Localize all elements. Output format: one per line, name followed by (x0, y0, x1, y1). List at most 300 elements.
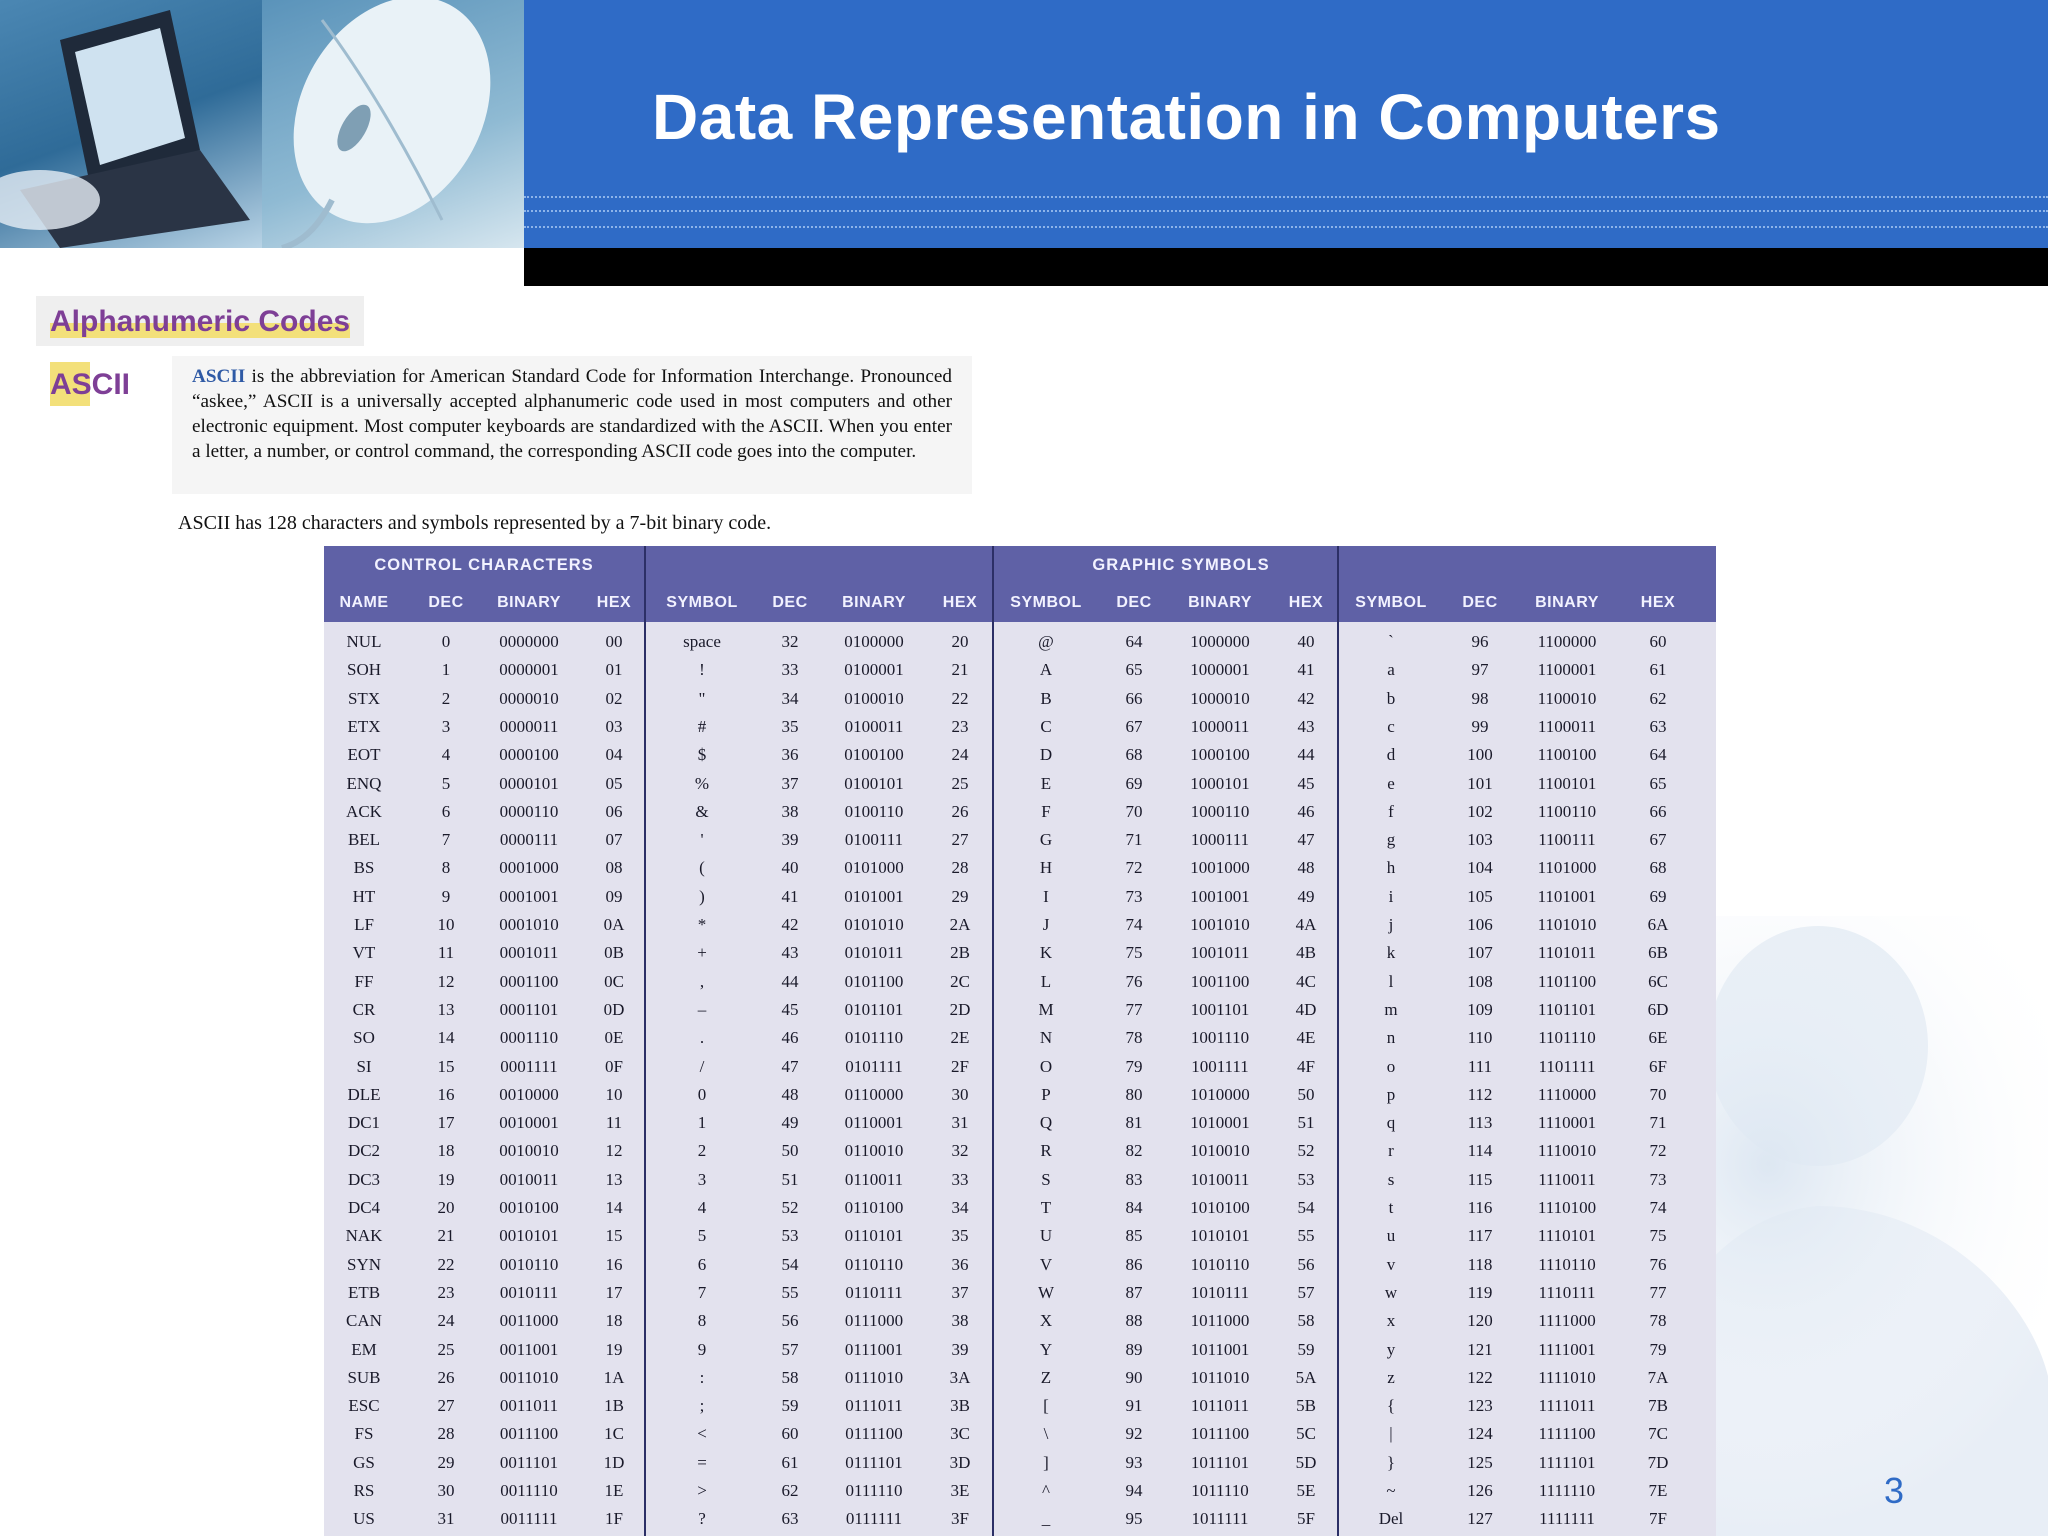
table-cell: 63 (1649, 716, 1667, 736)
table-cell: 0100010 (844, 688, 904, 708)
table-cell: 14 (437, 1028, 455, 1048)
table-cell: 0000101 (499, 773, 559, 793)
table-cell: 34 (781, 688, 799, 708)
column-header: BINARY (497, 594, 561, 611)
table-cell: \ (1043, 1424, 1049, 1444)
table-cell: 0001111 (500, 1056, 558, 1076)
intro-text: is the abbreviation for American Standard Code for Information Interchange. Pronounced “askee,” ASCII is a universally accepted alphanumeric code used in most computers and other electronic equipment. Most computer keyboards are standardized with the ASCII. When you enter a letter, a number, or control command, the corresponding ASCII code goes into the computer. (192, 366, 953, 462)
table-cell: [ (1043, 1396, 1049, 1416)
table-cell: 1111111 (1539, 1509, 1595, 1529)
table-cell: 111 (1467, 1056, 1493, 1076)
table-row (324, 883, 1716, 911)
table-cell: 1101111 (1538, 1056, 1596, 1076)
table-cell: 95 (1125, 1509, 1143, 1529)
table-cell: 0110100 (844, 1198, 904, 1217)
table-cell: I (1043, 886, 1049, 906)
table-cell: 47 (1297, 830, 1315, 850)
table-row (324, 656, 1716, 684)
table-cell: 1 (441, 660, 451, 680)
table-cell: 1001011 (1190, 943, 1250, 963)
table-cell: 4C (1296, 971, 1316, 991)
table-cell: 68 (1649, 858, 1667, 878)
table-cell: 0 (441, 632, 451, 651)
table-cell: / (699, 1056, 705, 1076)
table-cell: 06 (605, 801, 623, 821)
banner-divider (524, 210, 2048, 212)
table-cell: M (1038, 999, 1054, 1019)
table-cell: 4E (1296, 1028, 1316, 1048)
table-cell: 126 (1467, 1481, 1493, 1500)
laptop-photo (0, 0, 262, 248)
table-cell: 0000111 (499, 830, 559, 850)
table-cell: ETB (347, 1282, 381, 1302)
table-cell: K (1039, 943, 1053, 963)
table-cell: 4A (1295, 915, 1317, 934)
table-cell: 85 (1125, 1226, 1143, 1246)
table-cell: 2B (950, 943, 970, 963)
table-cell: 0001101 (499, 999, 559, 1019)
table-cell: 1000100 (1190, 745, 1250, 765)
table-cell: 52 (1297, 1141, 1315, 1161)
table-cell: 66 (1125, 688, 1143, 708)
table-cell: 39 (781, 830, 799, 850)
table-cell: 4D (1295, 999, 1317, 1019)
table-cell: 45 (781, 999, 799, 1019)
table-cell: 76 (1649, 1254, 1667, 1274)
table-cell: 0100001 (844, 660, 904, 680)
table-cell: " (698, 688, 706, 708)
table-row (324, 911, 1716, 939)
table-cell: 0011001 (499, 1339, 559, 1359)
table-cell: SYN (346, 1254, 381, 1274)
table-cell: 77 (1649, 1282, 1667, 1302)
table-cell: v (1386, 1254, 1396, 1274)
table-cell: 48 (781, 1084, 799, 1104)
table-cell: 7E (1648, 1481, 1668, 1500)
table-cell: 99 (1471, 716, 1489, 736)
table-row (324, 1222, 1716, 1250)
table-cell: 1111010 (1538, 1367, 1596, 1387)
table-cell: 1010101 (1190, 1226, 1250, 1246)
table-cell: 19 (605, 1339, 623, 1359)
table-cell: 0D (603, 999, 625, 1019)
table-cell: NAK (345, 1226, 383, 1246)
table-cell: 2C (950, 971, 970, 991)
table-cell: 18 (437, 1141, 455, 1161)
table-cell: > (697, 1481, 707, 1500)
table-cell: 94 (1125, 1481, 1143, 1500)
table-cell: 101 (1467, 773, 1493, 793)
table-cell: 1110111 (1538, 1282, 1596, 1302)
table-cell: 90 (1125, 1367, 1143, 1387)
table-cell: 21 (951, 660, 969, 680)
table-cell: % (694, 773, 710, 793)
section-heading (36, 296, 364, 346)
table-cell: 1001111 (1191, 1056, 1249, 1076)
table-cell: 5D (1295, 1452, 1317, 1472)
table-cell: 0100110 (844, 801, 904, 821)
table-cell: 120 (1467, 1311, 1493, 1331)
table-cell: 53 (1297, 1169, 1315, 1189)
table-cell: 0010011 (499, 1169, 559, 1189)
table-cell: R (1040, 1141, 1052, 1161)
table-cell: 07 (605, 830, 623, 850)
table-cell: 20 (951, 632, 969, 651)
table-cell: 17 (605, 1282, 623, 1302)
table-cell: 1000000 (1190, 632, 1250, 651)
table-cell: 0A (603, 915, 625, 934)
table-cell: CAN (346, 1311, 382, 1331)
table-cell: 64 (1125, 632, 1143, 651)
table-cell: 4B (1296, 943, 1316, 963)
table-cell: 0001001 (499, 886, 559, 906)
table-cell: NUL (346, 632, 382, 651)
mouse-photo (262, 0, 524, 248)
table-cell: 15 (437, 1056, 455, 1076)
table-cell: 2 (441, 688, 451, 708)
table-cell: 0B (604, 943, 624, 963)
table-cell: | (1389, 1424, 1393, 1444)
table-cell: 56 (781, 1311, 799, 1331)
table-cell: 31 (951, 1113, 969, 1133)
table-cell: 27 (437, 1396, 455, 1416)
table-cell: 79 (1125, 1056, 1143, 1076)
table-cell: BEL (347, 830, 381, 850)
table-cell: 88 (1125, 1311, 1143, 1331)
table-row (324, 1081, 1716, 1109)
table-cell: ` (1388, 632, 1394, 651)
ascii-note: ASCII has 128 characters and symbols represented by a 7-bit binary code. (178, 512, 772, 534)
table-cell: 2 (697, 1141, 707, 1161)
table-cell: 72 (1125, 858, 1143, 878)
table-cell: 0E (604, 1028, 624, 1048)
table-cell: d (1386, 745, 1396, 765)
table-cell: } (1386, 1452, 1396, 1472)
table-cell: 78 (1649, 1311, 1667, 1331)
table-cell: i (1388, 886, 1394, 906)
table-cell: 6 (697, 1254, 707, 1274)
table-cell: Del (1378, 1509, 1404, 1529)
table-cell: J (1042, 915, 1050, 934)
column-group-separator (1337, 546, 1339, 1536)
table-row (324, 1166, 1716, 1194)
column-header: SYMBOL (666, 594, 738, 611)
table-cell: 1111101 (1538, 1452, 1596, 1472)
table-cell: 25 (951, 773, 969, 793)
table-cell: EM (351, 1339, 377, 1359)
table-cell: 7D (1647, 1452, 1669, 1472)
table-cell: . (699, 1028, 705, 1048)
table-row (324, 939, 1716, 967)
table-cell: 0111101 (845, 1452, 903, 1472)
table-cell: 35 (951, 1226, 969, 1246)
table-cell: 113 (1467, 1113, 1493, 1133)
table-cell: 1001010 (1190, 915, 1250, 934)
table-cell: $ (697, 745, 707, 765)
table-cell: 64 (1649, 745, 1667, 765)
table-cell: ~ (1386, 1481, 1396, 1500)
table-cell: j (1388, 915, 1394, 934)
table-cell: 1010001 (1190, 1113, 1250, 1133)
table-cell: b (1386, 688, 1396, 708)
table-cell: 1001110 (1190, 1028, 1250, 1048)
table-cell: 39 (951, 1339, 969, 1359)
table-cell: 08 (605, 858, 623, 878)
table-cell: 15 (605, 1226, 623, 1246)
table-cell: 5A (1295, 1367, 1317, 1387)
table-cell: 40 (1297, 632, 1315, 651)
table-cell: 107 (1467, 943, 1493, 963)
table-cell: 0010111 (499, 1282, 559, 1302)
table-cell: m (1384, 999, 1398, 1019)
table-cell: T (1040, 1198, 1052, 1217)
table-cell: 31 (437, 1509, 455, 1529)
table-cell: 75 (1649, 1226, 1667, 1246)
table-cell: 76 (1125, 971, 1143, 991)
table-cell: 1110100 (1537, 1198, 1597, 1217)
column-header: NAME (339, 594, 389, 611)
table-cell: FF (354, 971, 374, 991)
table-cell: 1101010 (1537, 915, 1597, 934)
table-cell: 55 (781, 1282, 799, 1302)
table-cell: 1011100 (1190, 1424, 1250, 1444)
table-cell: 93 (1125, 1452, 1143, 1472)
table-cell: h (1386, 858, 1396, 878)
table-cell: 8 (441, 858, 451, 878)
column-header: HEX (1288, 594, 1324, 611)
table-cell: 1001101 (1190, 999, 1250, 1019)
column-header: DEC (428, 594, 464, 611)
table-cell: 1100110 (1537, 801, 1597, 821)
table-cell: 0001000 (499, 858, 559, 878)
table-cell: 7F (1649, 1509, 1667, 1529)
table-cell: 79 (1649, 1339, 1667, 1359)
table-cell: 70 (1649, 1084, 1667, 1104)
table-cell: 6D (1647, 999, 1669, 1019)
table-cell: 1101110 (1538, 1028, 1596, 1048)
table-cell: 1011000 (1190, 1311, 1250, 1331)
table-cell: 0000011 (499, 716, 559, 736)
table-cell: z (1387, 1367, 1395, 1387)
table-cell: F (1041, 801, 1051, 821)
table-cell: 58 (781, 1367, 799, 1387)
table-cell: 1110010 (1537, 1141, 1597, 1161)
table-cell: y (1386, 1339, 1396, 1359)
table-cell: 100 (1467, 745, 1493, 765)
table-cell: k (1386, 943, 1396, 963)
table-cell: 0110111 (845, 1282, 903, 1302)
table-cell: A (1039, 660, 1053, 680)
table-cell: 25 (437, 1339, 455, 1359)
table-cell: 2F (951, 1056, 969, 1076)
table-cell: 8 (697, 1311, 707, 1331)
table-cell: 0111001 (844, 1339, 904, 1359)
banner-black-bar (524, 248, 2048, 286)
table-cell: 11 (605, 1113, 623, 1133)
table-cell: 1011111 (1191, 1509, 1249, 1529)
table-cell: w (1384, 1282, 1398, 1302)
column-header: HEX (596, 594, 632, 611)
table-cell: l (1388, 971, 1394, 991)
table-row (324, 741, 1716, 769)
table-cell: a (1387, 660, 1395, 680)
table-cell: 53 (781, 1226, 799, 1246)
table-cell: 0001110 (499, 1028, 559, 1048)
table-row (324, 628, 1716, 656)
table-cell: 0101111 (845, 1056, 903, 1076)
table-cell: 1101011 (1537, 943, 1597, 963)
table-cell: 49 (1297, 886, 1315, 906)
table-row (324, 854, 1716, 882)
table-cell: 123 (1467, 1396, 1493, 1416)
table-cell: 0011011 (499, 1396, 559, 1416)
table-row (324, 1194, 1716, 1222)
table-cell: 4 (441, 745, 451, 765)
table-cell: * (697, 915, 707, 934)
table-cell: SUB (347, 1367, 381, 1387)
table-cell: 127 (1467, 1509, 1493, 1529)
group-header-control: CONTROL CHARACTERS (324, 546, 644, 584)
table-cell: ACK (346, 801, 382, 821)
table-cell: B (1040, 688, 1052, 708)
table-cell: 3B (950, 1396, 970, 1416)
table-cell: 0111111 (845, 1509, 903, 1529)
table-cell: W (1037, 1282, 1055, 1302)
table-cell: BS (353, 858, 375, 878)
table-cell: ( (699, 858, 705, 878)
table-cell: 67 (1649, 830, 1667, 850)
group-header-graphic: GRAPHIC SYMBOLS (646, 546, 1716, 584)
table-cell: ESC (348, 1396, 380, 1416)
table-row (324, 1364, 1716, 1392)
table-cell: 0111010 (844, 1367, 904, 1387)
table-row (324, 1137, 1716, 1165)
table-cell: 0000001 (499, 660, 559, 680)
table-cell: P (1041, 1084, 1051, 1104)
table-cell: c (1387, 716, 1395, 736)
table-cell: x (1386, 1311, 1396, 1331)
table-cell: 1001000 (1190, 858, 1250, 878)
table-cell: 26 (437, 1367, 455, 1387)
table-cell: 2E (950, 1028, 970, 1048)
table-cell: 60 (1649, 632, 1667, 651)
table-cell: { (1386, 1396, 1396, 1416)
table-cell: 47 (781, 1056, 799, 1076)
table-cell: 69 (1649, 886, 1667, 906)
table-cell: 6F (1649, 1056, 1667, 1076)
column-group-separator (992, 546, 994, 1536)
table-cell: 0101011 (844, 943, 904, 963)
table-cell: DLE (347, 1084, 381, 1104)
table-row (324, 826, 1716, 854)
table-cell: 14 (605, 1198, 623, 1217)
table-cell: 5 (441, 773, 451, 793)
table-cell: & (695, 801, 709, 821)
table-cell: 67 (1125, 716, 1143, 736)
table-cell: L (1040, 971, 1052, 991)
table-row (324, 770, 1716, 798)
table-cell: 125 (1467, 1452, 1493, 1472)
table-cell: r (1388, 1141, 1394, 1161)
table-cell: 1A (603, 1367, 625, 1387)
table-cell: 0000100 (499, 745, 559, 765)
table-cell: 1100101 (1537, 773, 1597, 793)
table-cell: 7A (1647, 1367, 1669, 1387)
column-header: BINARY (842, 594, 906, 611)
table-cell: 1F (605, 1509, 623, 1529)
column-header: BINARY (1535, 594, 1599, 611)
table-cell: 0111110 (845, 1481, 903, 1500)
table-cell: = (697, 1452, 707, 1472)
table-cell: FS (354, 1424, 374, 1444)
table-cell: X (1039, 1311, 1053, 1331)
table-cell: V (1039, 1254, 1053, 1274)
table-cell: 61 (1649, 660, 1667, 680)
banner-gap (0, 248, 524, 286)
table-cell: 24 (951, 745, 969, 765)
table-cell: + (697, 943, 707, 963)
table-cell: 46 (1297, 801, 1315, 821)
table-cell: 0011111 (500, 1509, 558, 1529)
table-cell: 12 (437, 971, 455, 991)
table-cell: 40 (781, 858, 799, 878)
table-cell: 89 (1125, 1339, 1143, 1359)
table-cell: 83 (1125, 1169, 1143, 1189)
table-cell: 43 (781, 943, 799, 963)
table-row (324, 685, 1716, 713)
table-cell: ? (698, 1509, 706, 1529)
table-cell: 54 (1297, 1198, 1315, 1217)
table-cell: 6C (1648, 971, 1668, 991)
table-cell: 3 (697, 1169, 707, 1189)
table-cell: 0111000 (844, 1311, 904, 1331)
table-cell: q (1386, 1113, 1396, 1133)
table-cell: 0110000 (844, 1084, 904, 1104)
table-cell: 0101001 (844, 886, 904, 906)
table-cell: 1000011 (1190, 716, 1250, 736)
table-cell: 1111100 (1538, 1424, 1596, 1444)
table-cell: 38 (781, 801, 799, 821)
table-cell: u (1386, 1226, 1396, 1246)
table-cell: _ (1041, 1509, 1051, 1529)
table-cell: 110 (1467, 1028, 1493, 1048)
table-cell: 71 (1649, 1113, 1667, 1133)
table-cell: 1110011 (1538, 1169, 1596, 1189)
table-cell: 98 (1471, 688, 1489, 708)
table-cell: 71 (1125, 830, 1143, 850)
table-cell: 0010101 (499, 1226, 559, 1246)
table-cell: 37 (951, 1282, 969, 1302)
table-cell: 3F (951, 1509, 969, 1529)
table-cell: 1010111 (1190, 1282, 1250, 1302)
table-cell: 1001001 (1190, 886, 1250, 906)
column-header: HEX (942, 594, 978, 611)
page-number: 3 (1884, 1470, 1905, 1511)
table-cell: 11 (437, 943, 455, 963)
table-cell: 3C (950, 1424, 970, 1444)
table-cell: 117 (1467, 1226, 1493, 1246)
table-cell: 1C (604, 1424, 624, 1444)
table-cell: f (1388, 801, 1394, 821)
table-cell: 44 (1297, 745, 1315, 765)
table-cell: 55 (1297, 1226, 1315, 1246)
table-cell: 29 (437, 1452, 455, 1472)
table-cell: Q (1039, 1113, 1053, 1133)
table-cell: 34 (951, 1198, 969, 1217)
table-cell: ^ (1042, 1481, 1050, 1500)
table-cell: 02 (605, 688, 623, 708)
table-cell: 32 (951, 1141, 969, 1161)
